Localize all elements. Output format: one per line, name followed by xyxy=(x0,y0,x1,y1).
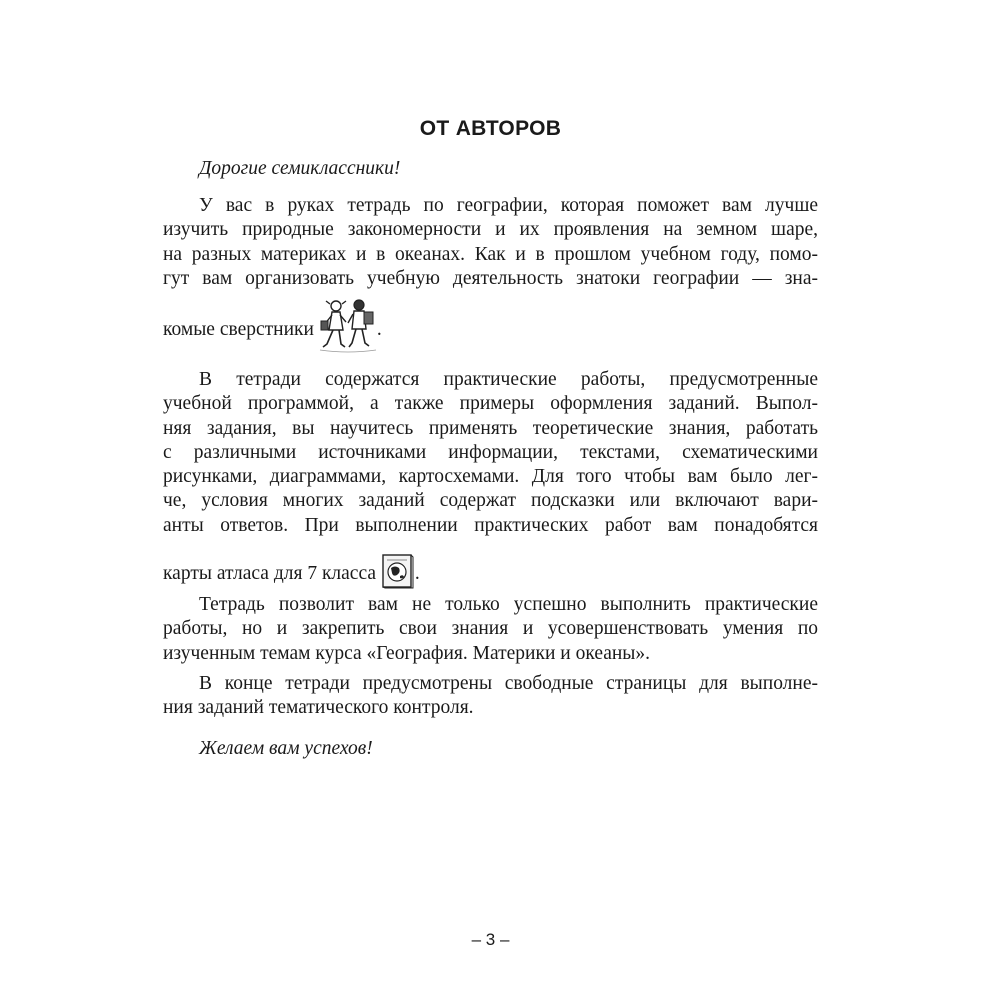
paragraph-3 xyxy=(163,593,818,666)
atlas-globe-icon xyxy=(381,553,415,596)
page-number: – 3 – xyxy=(471,930,510,949)
paragraph-line: че, условия многих заданий содержат подсказки или включают вари- xyxy=(163,490,818,512)
closing-wish: Желаем вам успехов! xyxy=(199,738,373,759)
paragraph-2 xyxy=(163,368,818,538)
greeting: Дорогие семиклассники! xyxy=(199,158,401,179)
paragraph-line-end: . xyxy=(376,319,382,341)
page-title: ОТ АВТОРОВ xyxy=(419,117,562,140)
paragraph-2-last-line xyxy=(163,553,818,596)
paragraph-line: В конце тетради предусмотрены свободные страницы для выполне- xyxy=(199,673,818,694)
paragraph-line: Тетрадь позволит вам не только успешно выполнить практические xyxy=(199,594,818,615)
paragraph-1-last-line xyxy=(163,297,818,364)
paragraph-line: изученным темам курса «География. Материки и океаны». xyxy=(163,642,651,664)
paragraph-line: рисунками, диаграммами, картосхемами. Для того чтобы вам было лег- xyxy=(163,466,818,488)
paragraph-line: работы, но и закрепить свои знания и усовершенствовать умения по xyxy=(163,618,818,640)
paragraph-line: на разных материках и в океанах. Как и в прошлом учебном году, помо- xyxy=(163,243,818,265)
paragraph-line: учебной программой, а также примеры оформления заданий. Выпол- xyxy=(163,393,818,415)
paragraph-line: карты атласа для 7 класса xyxy=(163,563,377,585)
paragraph-line: няя задания, вы научитесь применять теоретические знания, работать xyxy=(163,417,818,439)
paragraph-line: с различными источниками информации, текстами, схематическими xyxy=(163,441,818,463)
paragraph-1 xyxy=(163,194,818,291)
paragraph-line: комые сверстники xyxy=(163,319,314,341)
two-children-walking-icon xyxy=(319,297,377,364)
paragraph-line: В тетради содержатся практические работы, предусмотренные xyxy=(199,369,818,390)
paragraph-line: гут вам организовать учебную деятельность знатоки географии — зна- xyxy=(163,267,818,289)
paragraph-line-end: . xyxy=(414,563,420,585)
paragraph-line: ния заданий тематического контроля. xyxy=(163,697,474,719)
paragraph-4 xyxy=(163,672,818,721)
document-page xyxy=(163,0,818,1000)
paragraph-line: изучить природные закономерности и их проявления на земном шаре, xyxy=(163,219,818,241)
paragraph-line: анты ответов. При выполнении практических работ вам понадобятся xyxy=(163,514,818,536)
paragraph-line: У вас в руках тетрадь по географии, которая поможет вам лучше xyxy=(199,195,818,216)
